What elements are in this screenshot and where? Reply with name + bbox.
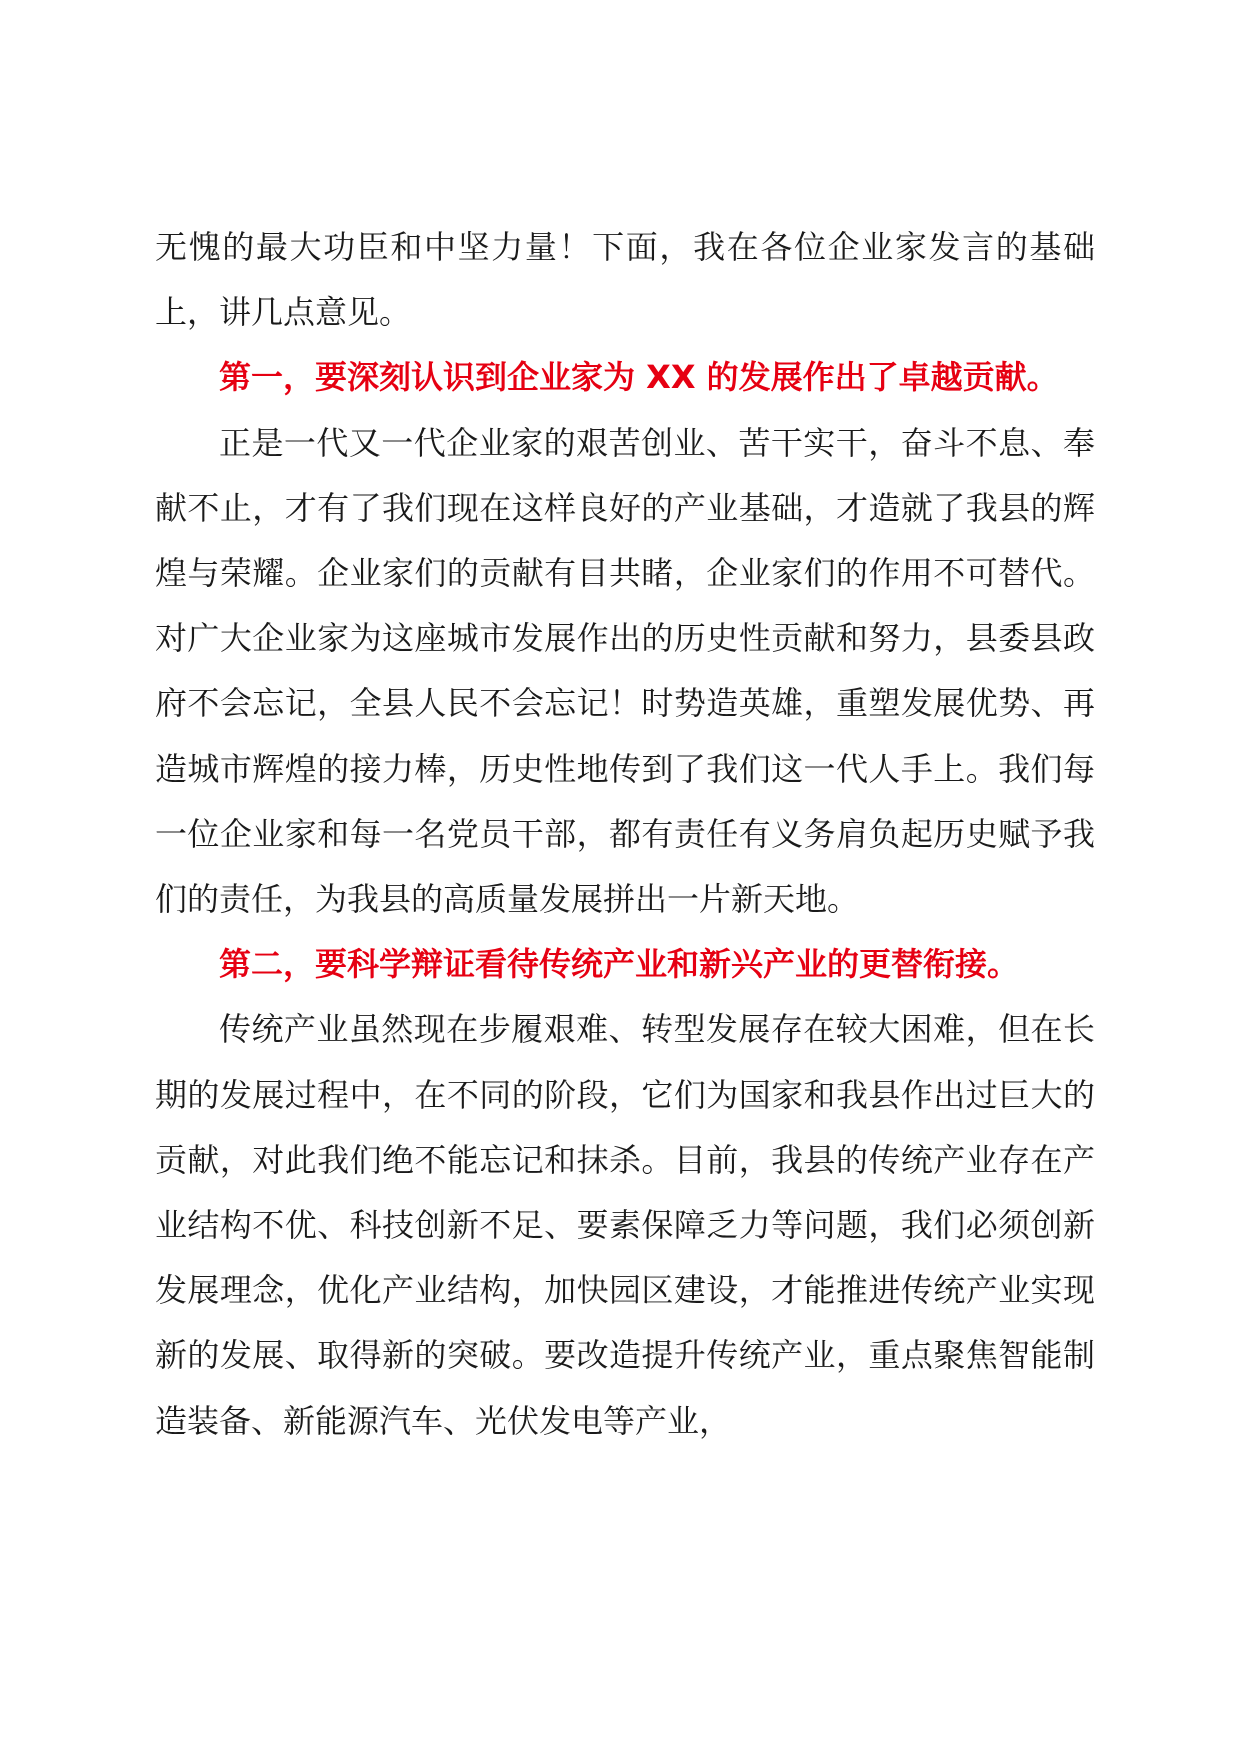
paragraph-second-section: 传统产业虽然现在步履艰难、转型发展存在较大困难，但在长期的发展过程中，在不同的阶段，它们为国家和我县作出过巨大的贡献，对此我们绝不能忘记和抹杀。目前，我县的传统产业存在产业结构不优、科技创新不足、要素保障乏力等问题，我们必须创新发展理念，优化产业结构，加快园区建设，才能推进传统产业实现新的发展、取得新的突破。要改造提升传统产业，重点聚焦智能制造装备、新能源汽车、光伏发电等产业， (155, 1010, 1095, 1440)
section-heading-second: 第二，要科学辩证看待传统产业和新兴产业的更替衔接。 (219, 945, 1020, 984)
document-body (155, 215, 1095, 1454)
paragraph-intro-continuation: 无愧的最大功臣和中坚力量！下面，我在各位企业家发言的基础上，讲几点意见。 (155, 228, 1095, 332)
section-heading-first: 第一，要深刻认识到企业家为 XX 的发展作出了卓越贡献。 (219, 358, 1059, 397)
paragraph-first-section: 正是一代又一代企业家的艰苦创业、苦干实干，奋斗不息、奉献不止，才有了我们现在这样良好的产业基础，才造就了我县的辉煌与荣耀。企业家们的贡献有目共睹，企业家们的作用不可替代。对广大企业家为这座城市发展作出的历史性贡献和努力，县委县政府不会忘记，全县人民不会忘记！时势造英雄，重塑发展优势、再造城市辉煌的接力棒，历史性地传到了我们这一代人手上。我们每一位企业家和每一名党员干部，都有责任有义务肩负起历史赋予我们的责任，为我县的高质量发展拼出一片新天地。 (155, 423, 1095, 919)
